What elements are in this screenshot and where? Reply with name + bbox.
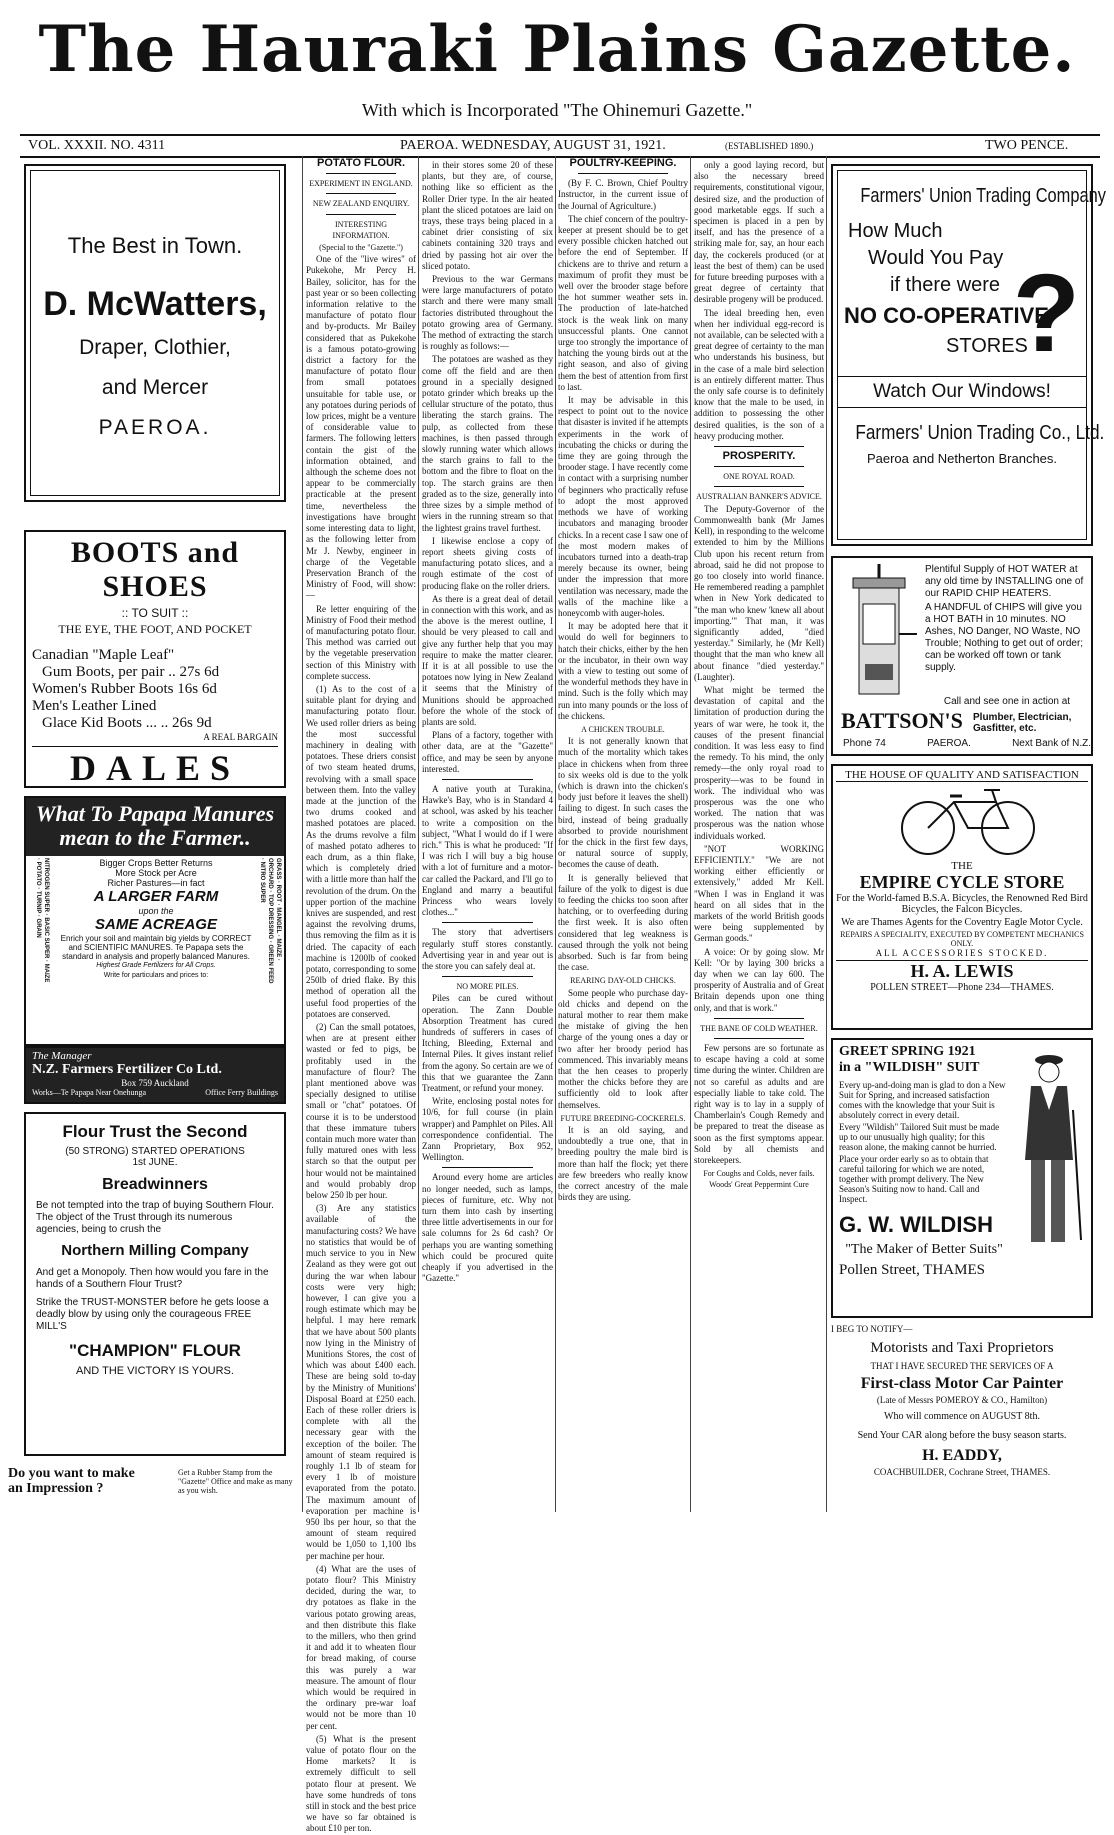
paragraph: The chief concern of the poultry-keeper at present should be to get every possible chicken hatched out before the end of September. If chickens are to thrive and return a maximum of profit they must be well over the brooder stage before the hot summer weather sets in. The production of late-hatched stock is the weak link on many unsuccessful plants. One cannot urge too strongly the importance of hatching the young birds out at the right season, and also of giving them the best of attention from first to last. — [558, 213, 688, 392]
ad-farmers-nocoop: NO CO-OPERATIVE — [844, 303, 1049, 328]
ad-manures-company: N.Z. Farmers Fertilizer Co Ltd. — [32, 1062, 222, 1077]
ad-flour-trust — [24, 1112, 286, 1456]
article-cold-headline: THE BANE OF COLD WEATHER. — [700, 1023, 818, 1033]
article-prosperity-sub: ONE ROYAL ROAD. — [723, 472, 795, 482]
paragraph: Previous to the war Germans were large manufacturers of potato starch and there were many small factories distributed throughout the potato growing area of Germany. The method of extracting the starch is roughly as follows:— — [422, 274, 553, 352]
paragraph: It is an old saying, and undoubtedly a true one, that in breeding poultry the male bird is more than half the flock; yet there are few breeders who really know the correct ancestry of the male birds they are using. — [558, 1125, 688, 1203]
paragraph: It is not generally known that much of the mortality which takes place in chickens when from three to six weeks old is due to the yolk (which is drawn into the chicken's body just before it leaves the shell) failing to digest. In such cases the bird, instead of being gradually absorbed to provide nourishment for the chick in the first few days, or natural source of supply, becomes the cause of death. — [558, 736, 688, 870]
article-potato-sub1: EXPERIMENT IN ENGLAND. — [309, 179, 413, 189]
ad-wildish-suit: in a "WILDISH" SUIT — [839, 1060, 980, 1075]
paragraph: Piles can be cured without operation. The Zann Double Absorption Treatment has cured hundreds of sufferers in cases of Itching, Bleeding, External and Internal Piles. It gives instant relief from the agony. So certain are we of this that we guarantee the Zann Treatment, or refund your money. — [422, 993, 553, 1094]
ad-eaddy-motorists: Motorists and Taxi Proprietors — [870, 1340, 1054, 1356]
ad-cycle-address: POLLEN STREET—Phone 234—THAMES. — [870, 982, 1054, 993]
ad-wildish-name: G. W. WILDISH — [839, 1212, 993, 1237]
ad-eaddy-commence: Who will commence on AUGUST 8th. — [884, 1411, 1040, 1422]
paragraph: It may be adopted here that it would do well for beginners to hatch their chicks, either by the hen or the incubator, in their own way with a view to testing out some of the wonderful methods they have in mind. Such is the folly which may run into many pounds or the loss of the chickens. — [558, 621, 688, 721]
ad-wildish — [831, 1038, 1093, 1318]
paragraph: "NOT WORKING EFFICIENTLY." "We are not working either efficiently or extensively," added Mr Kell. "When I was in England it was heard on all sides that in the markets of the world British goods were being supplemented by German goods." — [694, 843, 824, 944]
ad-battson-town: PAEROA. — [927, 738, 971, 749]
ad-mcwatters-town: PAEROA. — [98, 416, 212, 439]
ad-dales-title: BOOTS and SHOES — [70, 536, 240, 603]
ad-wildish-address: Pollen Street, THAMES — [839, 1262, 985, 1278]
ad-battson-phone: Phone 74 — [843, 738, 886, 749]
ad-flour-breadwinners: Breadwinners — [102, 1176, 208, 1193]
ad-flour-northern: Northern Milling Company — [61, 1242, 249, 1259]
masthead-subtitle: With which is Incorporated "The Ohinemuri Gazette." — [361, 100, 753, 120]
paragraph: in their stores some 20 of these plants, but they are, of course, nothing like so efficient as the Roller Drier type. In the air heated plant the sliced potatoes are laid on trays, these trays being placed in a cabinet drier consisting of six cabinets containing 320 trays and dried by passing hot air over the sliced potato. — [422, 160, 553, 271]
gentleman-figure-icon — [1011, 1050, 1085, 1250]
paragraph: It is generally believed that failure of the yolk to digest is due to feeding the chicks too soon after hatching, or to overfeeding during the first week. It is also often considered that leg weakness is caused through the yolk not being absorbed. Such is far from being the case. — [558, 872, 688, 973]
masthead-title: The Hauraki Plains Gazette. — [38, 12, 1076, 87]
ad-manures-line1: Bigger Crops Better Returns — [99, 858, 213, 868]
article-cold-tail: For Coughs and Colds, never fails. Woods' Great Peppermint Cure — [703, 1169, 815, 1190]
ad-empire-cycle — [831, 764, 1093, 1030]
article-prosperity-sub2: AUSTRALIAN BANKER'S ADVICE. — [696, 492, 822, 502]
ad-farmers-pay: Would You Pay — [868, 247, 1004, 269]
ad-eaddy-send: Send Your CAR along before the busy season starts. — [857, 1430, 1067, 1441]
paragraph: (2) Can the small potatoes, when are at present either wasted or fed to pigs, be profitably used in the manufacture of flour? The plant mentioned above was specially designed to utilise small or "chat" potatoes. Of course it is to be understood that these immature tubers contain much more water than fully matured ones with less starch so that the output per hour would not be maintained and would probably drop below 250 lb per hour. — [306, 1022, 416, 1201]
ad-flour-started: (50 STRONG) STARTED OPERATIONS — [65, 1146, 245, 1157]
paragraph: (4) What are the uses of potato flour? This Ministry decided, during the war, to dry potatoes as flake in the various potato growing areas, and then distribute this flake to the millers, who then grind it and add it to wheaten flour for bread making, of course this was purely a war measure. The amount of flour which would be required in the ordinary pre-war loaf would not be more than 10 per cent. — [306, 1563, 416, 1731]
ad-manures-line6: SAME ACREAGE — [95, 916, 217, 933]
paragraph: The potatoes are washed as they come off the field and are then ground in a specially designed potato grinder which breaks up the cellular structure of the potato, thus liberating the starch grains. The pulp, as collected from these machines, is then passed through slowly running water which allows the starch grains to fall to the bottom and the fibre to float on the top. The starch grains are then graded as to the size, generally into three sizes by a simple method of wiers in the running stream so that the lightest grains travel furthest. — [422, 354, 553, 533]
ad-battson — [831, 556, 1093, 756]
ad-flour-victory: AND THE VICTORY IS YOURS. — [76, 1365, 234, 1377]
ad-farmers-windows: Watch Our Windows! — [838, 376, 1086, 408]
ad-dales-item3: Women's Rubber Boots 16s 6d — [32, 681, 217, 697]
article-poultry-headline: POULTRY-KEEPING. — [569, 157, 677, 169]
ad-battson-supply: Plentiful Supply of HOT WATER at any old time by INSTALLING one of our RAPID CHIP HEATERS. — [925, 564, 1084, 599]
ad-flour-champion: "CHAMPION" FLOUR — [69, 1341, 241, 1360]
ad-farmers-branches: Paeroa and Netherton Branches. — [866, 451, 1058, 466]
question-mark-icon: ? — [1012, 252, 1080, 375]
paragraph: Re letter enquiring of the Ministry of Food their method of manufacturing potato flour. This method was carried out by the vegetable preservation section of this Ministry with complete success. — [306, 603, 416, 681]
ad-manures-box: Box 759 Auckland — [121, 1078, 189, 1088]
ad-dales-bargain: A REAL BARGAIN — [203, 732, 278, 742]
ad-cycle-lewis: H. A. LEWIS — [836, 960, 1088, 982]
ad-cycle-store: EMPIRE CYCLE STORE — [859, 872, 1065, 892]
article-poultry-byline: (By F. C. Brown, Chief Poultry Instructor, in the current issue of the Journal of Agriculture.) — [558, 178, 688, 211]
ad-manures-right-list: GRASS · ROOT · MANGEL · MAIZE · ORCHARD · TOP DRESSING · GREEN FEED · NITRO SUPER — [259, 858, 281, 984]
ad-mcwatters — [24, 164, 286, 502]
ad-cycle-the: THE — [951, 860, 973, 872]
paragraph: Plans of a factory, together with other data, are at the "Gazette" office, and may be seen by anyone interested. — [422, 730, 553, 774]
established: (ESTABLISHED 1890.) — [725, 141, 814, 151]
ad-manures-line5: upon the — [138, 906, 174, 916]
ad-flour-date: 1st JUNE. — [132, 1157, 178, 1168]
ad-dales-boots — [24, 530, 286, 788]
ad-manures-line2: More Stock per Acre — [115, 868, 197, 878]
ad-flour-monopoly: And get a Monopoly. Then how would you fare in the hands of a Southern Flour Trust? — [36, 1267, 269, 1290]
paragraph: (5) What is the present value of potato flour on the Home markets? It is extremely difficult to sell potato flour at present. We have some hundreds of tons still in stock and the best price we have so far obtained is about £10 per ton. — [306, 1733, 416, 1834]
volume-number: VOL. XXXII. NO. 4311 — [28, 138, 166, 153]
paragraph: I likewise enclose a copy of report sheets giving costs of manufacturing potato slices, and a rough estimate of the cost of producing flake on the roller driers. — [422, 535, 553, 591]
ad-manures-manager: The Manager — [32, 1050, 92, 1062]
ad-mcwatters-name: D. McWatters, — [43, 285, 267, 323]
ad-eaddy-secured: THAT I HAVE SECURED THE SERVICES OF A — [870, 1361, 1054, 1371]
article-poultry-continued — [694, 160, 824, 1514]
ad-manures-footer — [24, 1046, 286, 1104]
ad-manures-line7: Enrich your soil and maintain big yields by CORRECT and SCIENTIFIC MANURES. Te Papapa sets the standard in analysis and properly balanced Manures. — [60, 934, 252, 961]
ad-flour-strike: Strike the TRUST-MONSTER before he gets loose a deadly blow by using only the courageous FREE MILL'S — [36, 1297, 269, 1332]
ad-stamp-question — [8, 1466, 168, 1496]
ad-dales-item5: Glace Kid Boots ... .. 26s 9d — [42, 715, 212, 731]
ad-farmers-union — [831, 164, 1106, 546]
paragraph: Few persons are so fortunate as to escape having a cold at some time during the winter. Children are not so careful as adults and are especially liable to take cold. The right way is to lay in a supply of Chamberlain's Cough Remedy and be prepared to treat the disease as soon as the first symptoms appear. Sold by all chemists and storekeepers. — [694, 1043, 824, 1166]
ad-eaddy-late: (Late of Messrs POMEROY & CO., Hamilton) — [876, 1395, 1048, 1405]
ad-battson-chips: A HANDFUL of CHIPS will give you a HOT BATH in 10 minutes. NO Ashes, NO Danger, NO Waste, NO Trouble; Nothing to get out of order; can be worked off town or tank supply. — [925, 602, 1084, 673]
paragraph: (3) Are any statistics available of the manufacturing costs? We have no statistics that would be of much service to you in New Zealand as they were got out during the war when labour costs were very high; however, I can give you a rough estimate which may be helpful. I may here remark that we have about 500 plants now lying in the Ministry of Munitions Stores, the cost of which was about £400 each. These are being sold to-day by the Ministry of Munitions' Disposal Board at £250 each. Each of these roller driers is complete with all the necessary gear with the exception of the boiler. The amount of steam required is roughly 1.1 lb of steam for every 1 lb of moisture evaporated from the potato. The maximum amount of evaporation per machine is 950 lbs per hour, so that the amount of steam required would be 1,050 to 1,100 lbs per machine per hour. — [306, 1203, 416, 1561]
article-potato-headline: POTATO FLOUR. — [317, 157, 405, 169]
paragraph: One of the "live wires" of Pukekohe, Mr Percy H. Bailey, solicitor, has for the past year or so been collecting information relative to the manufacture of potato flour and by-products. Mr Bailey considered that as Pukekohe is a famous potato-growing district a factory for the manufacture of potato flour from small potatoes unsuitable for table use, or any potatoes during periods of low prices, might be a venture of considerable value to farmers. The following letters contain the gist of the information obtained, and although the scheme does not appear to be commercially practicable at the present time, nevertheless the investigations have brought some interesting data to light, as the following letter from Mr J. Newby, engineer in charge of the Vegetable Preservation Branch of the Ministry of Food, will show:— — [306, 254, 416, 601]
ad-eaddy-painter: First-class Motor Car Painter — [860, 1375, 1064, 1392]
ad-cycle-accessories: ALL ACCESSORIES STOCKED. — [875, 948, 1049, 958]
paragraph: The Deputy-Governor of the Commonwealth bank (Mr James Kell), in responding to the welcome extended to him by the Millions Club upon his recent return from abroad, said he did not propose to go too closely into world finance. He remembered reading a pamphlet when in New York dedicated to "the man who knew 'knew all about importing.'" That man, it was significantly added, "died yesterday." Similarly, he (Mr Kell) thought that the man who knew all about finance "died yesterday." (Laughter). — [694, 503, 824, 682]
ad-papapa-manures — [24, 796, 286, 1046]
ad-wildish-p2: Every "Wildish" Tailored Suit must be made up to our unusually high quality; for this reason alone, the making cannot be hurried. — [839, 1122, 1000, 1152]
ad-dales-item4: Men's Leather Lined — [32, 698, 157, 714]
article-poultry-subhead3: FUTURE BREEDING-COCKERELS. — [560, 1113, 686, 1123]
issue-date: PAEROA. WEDNESDAY, AUGUST 31, 1921. — [400, 138, 666, 153]
ad-manures-left-list: NITROGEN SUPER · BASIC SUPER · MAIZE · POTATO · TURNIP · GRAIN — [35, 858, 49, 983]
ad-manures-title1: What To Papapa Manures — [35, 801, 275, 826]
paragraph: only a good laying record, but also the necessary breed requirements, constitutional vigour, desired size, and the production of good marketable eggs. If such a specimen is placed in a pen by itself, and has the presence of a striking male for, say, an hour each day, the cockerels produced (or at least the best of them) can be used for future breeding purposes with a great degree of certainty that desirable progeny will be produced. — [694, 160, 824, 305]
ad-battson-name: BATTSON'S — [841, 708, 963, 733]
price: TWO PENCE. — [985, 138, 1069, 153]
article-potato-flour — [306, 156, 416, 1834]
article-piles-headline: NO MORE PILES. — [456, 982, 519, 992]
paragraph: A native youth at Turakina, Hawke's Bay, who is in Standard 4 at school, was asked by his teacher to write a composition on the subject, "What I would do if I were rich." This is what he produced: "If I was rich I will buy a big house with a lot of furniture and a motor-car called the Packard, and I'll go to England and marry a beautiful Princess who wears lovely clothes..." — [422, 783, 553, 918]
paragraph: The ideal breeding hen, even when her individual egg-record is not available, can be selected with a great degree of certainty to the man who understands his business, but in the case of a male bird selection is an entirely different matter. Thus the only safe course is to definitely know that the male to be used, in addition to possessing the other desired qualities, is the son of a heavy producing mother. — [694, 307, 824, 441]
ad-battson-call: Call and see one in action at — [943, 696, 1071, 707]
ad-dales-item2: Gum Boots, per pair .. 27s 6d — [42, 664, 220, 680]
ad-manures-title2: mean to the Farmer.. — [59, 825, 251, 850]
article-poultry-subhead2: REARING DAY-OLD CHICKS. — [570, 976, 676, 986]
ad-manures-works: Works—Te Papapa Near Onehunga — [32, 1088, 147, 1097]
ad-mcwatters-trade2: and Mercer — [101, 376, 209, 399]
ad-farmers-ifthere: if there were — [890, 274, 1001, 296]
ad-flour-title: Flour Trust the Second — [62, 1122, 248, 1141]
ad-wildish-maker: "The Maker of Better Suits" — [845, 1242, 1003, 1257]
ad-farmers-title: Farmers' Union Trading Company — [860, 185, 1106, 207]
ad-dales-parts: THE EYE, THE FOOT, AND POCKET — [58, 622, 252, 636]
paragraph: What might be termed the devastation of capital and the limitation of production during the years of war were, he took it, the causes of the present financial condition. It was less easy to find the remedy. To his mind, the only remedy—the only royal road to prosperity—was to be found in work. The individual who was prosperous was the one who worked. The nation that was prosperous was the nation whose individuals worked. — [694, 684, 824, 841]
article-potato-special: (Special to the "Gazette.") — [319, 243, 403, 253]
ad-eaddy-notify: I BEG TO NOTIFY— — [831, 1324, 913, 1334]
article-potato-sub3: INTERESTING INFORMATION. — [332, 219, 390, 240]
ad-dales-item1: Canadian "Maple Leaf" — [32, 647, 175, 663]
ad-wildish-p1: Every up-and-doing man is glad to don a New Suit for Spring, and increased satisfaction comes with the knowledge that your Suit is absolutely correct in every detail. — [839, 1080, 1006, 1120]
ad-dales-brand: DALES — [32, 746, 278, 789]
paragraph: Around every home are articles no longer needed, such as lamps, pieces of furniture, etc. Why not turn them into cash by inserting three little advertisements in our for sale columns for 2s 6d cash? Or perhaps you are wanting something which could be procured quite cheaply if you advertised in the "Gazette." — [422, 1172, 553, 1284]
paragraph: (1) As to the cost of a suitable plant for drying and manufacturing potato flour. We used roller driers as being the most successful machinery in dealing with potatoes. These driers consist of two steam heated drums, revolving with a small space between them. Into the valley made at the junction of the two drums cooked and mashed potatoes are placed. As the drums revolve a film of mashed potato adheres to each drum, as a thin flake, which is completely dried with a little more than half the revolution of the drum. On the upper portion of the machine knives are suspended, and rest against the revolving drums, thus removing the film as it is dried. The capacity of each machine is 1200lb of cooked potato, corresponding to some 250lb of dried flake. By this method of operation all the useful food properties of the potatoes are conserved. — [306, 683, 416, 1019]
ad-wildish-p3: Place your order early so as to obtain that careful tailoring for which we are noted, together with prompt delivery. The New Season's Suiting now to hand. Call and Inspect. — [839, 1154, 989, 1204]
article-poultry-keeping — [558, 156, 688, 1514]
bicycle-icon — [836, 782, 1090, 860]
ad-manures-line4: A LARGER FARM — [93, 888, 219, 905]
ad-eaddy-coachbuilder: COACHBUILDER, Cochrane Street, THAMES. — [873, 1467, 1051, 1477]
ad-flour-warning: Be not tempted into the trap of buying Southern Flour. The object of the Trust through its numerous agencies, being to crush the — [36, 1200, 274, 1235]
ad-battson-next: Next Bank of N.Z. — [1012, 738, 1091, 749]
article-poultry-subhead1: A CHICKEN TROUBLE. — [581, 724, 665, 734]
paragraph: The story that advertisers regularly stuff stores constantly. Advertising year in and year out is the store you can safely deal at. — [422, 927, 553, 972]
ad-manures-office: Office Ferry Buildings — [205, 1088, 278, 1097]
paragraph: As there is a great deal of detail in connection with this work, and as the above is the merest outline, I should be very pleased to call and give any further help that you may require to make the matter clearer. If it is at all possible to use the potatoes now lying in New Zealand it seems that the Ministry of Munitions should be approached before the whole of the stock of plants are sold. — [422, 593, 553, 727]
ad-cycle-brands: For the World-famed B.S.A. Bicycles, the Renowned Red Bird Bicycles, the Falcon Bicycles. — [836, 893, 1088, 915]
paragraph: A voice: Or by going slow. Mr Kell: "Or by laying 300 bricks a day when we can lay 600. The prosperity of Australia and of Great Britain depends upon one thing only, and that is work." — [694, 946, 824, 1013]
article-potato-sub2: NEW ZEALAND ENQUIRY. — [312, 199, 410, 209]
ad-battson-trade: Plumber, Electrician, Gasfitter, etc. — [973, 712, 1072, 734]
ad-manures-line3: Richer Pastures—in fact — [107, 878, 205, 888]
ad-stamp-q2: an Impression ? — [8, 1481, 104, 1496]
ad-manures-line9: Write for particulars and prices to: — [103, 972, 209, 979]
ad-eaddy-name: H. EADDY, — [922, 1447, 1002, 1464]
ad-mcwatters-trade: Draper, Clothier, — [79, 336, 231, 359]
article-prosperity-headline: PROSPERITY. — [722, 450, 796, 463]
ad-eaddy — [831, 1324, 1093, 1508]
ad-cycle-agents: We are Thames Agents for the Coventry Eagle Motor Cycle. — [841, 917, 1083, 928]
ad-farmers-howmuch: How Much — [848, 220, 943, 242]
ad-stamp-q1: Do you want to make — [8, 1466, 135, 1481]
ad-farmers-company: Farmers' Union Trading Co., Ltd. — [855, 422, 1105, 444]
paragraph: It may be advisable in this respect to point out to the novice that disaster is invited if he attempts experiments in the work of incubating the chicks or during the time they are going through the brooder stage. I have recently come in contact with a surprising number of beginners who practically refuse to adopt the most approved methods we have of working incubators and managing brooder chicks. In a recent case I saw one of the most modern makes of incubators turned into a death-trap merely because its owner, being under the impression that more ventilation was necessary, made the walls of the machine like a honeycomb with auger-holes. — [558, 395, 688, 618]
ad-stamp-note: Get a Rubber Stamp from the "Gazette" Office and make as many as you wish. — [178, 1468, 293, 1495]
article-potato-continued — [422, 160, 553, 1514]
ad-cycle-repairs: REPAIRS A SPECIALITY, EXECUTED BY COMPETENT MECHANICS ONLY. — [840, 930, 1084, 948]
dateline — [20, 134, 1100, 158]
paragraph: Write, enclosing postal notes for 10/6, for full course (in plain wrapper) and Pamphlet on Piles. All correspondence confidential. The Zann Proprietary, Box 952, Wellington. — [422, 1096, 553, 1163]
ad-dales-tofit: :: TO SUIT :: — [121, 606, 189, 620]
paragraph: Some people who purchase day-old chicks and depend on the natural mother to rear them make the mistake of giving the hen charge of the young ones a day or two after her broody period has commenced. This invariably means that the hen ceases to properly mother the chicks before they are sufficiently old to look after themselves. — [558, 987, 688, 1110]
ad-cycle-house: THE HOUSE OF QUALITY AND SATISFACTION — [836, 769, 1088, 782]
ad-farmers-stores: STORES — [946, 335, 1028, 357]
ad-wildish-spring: GREET SPRING 1921 — [839, 1044, 976, 1059]
ad-mcwatters-tagline: The Best in Town. — [67, 233, 243, 258]
ad-manures-line8: Highest Grade Fertilizers for All Crops. — [96, 962, 216, 969]
chip-heater-icon — [839, 564, 921, 702]
